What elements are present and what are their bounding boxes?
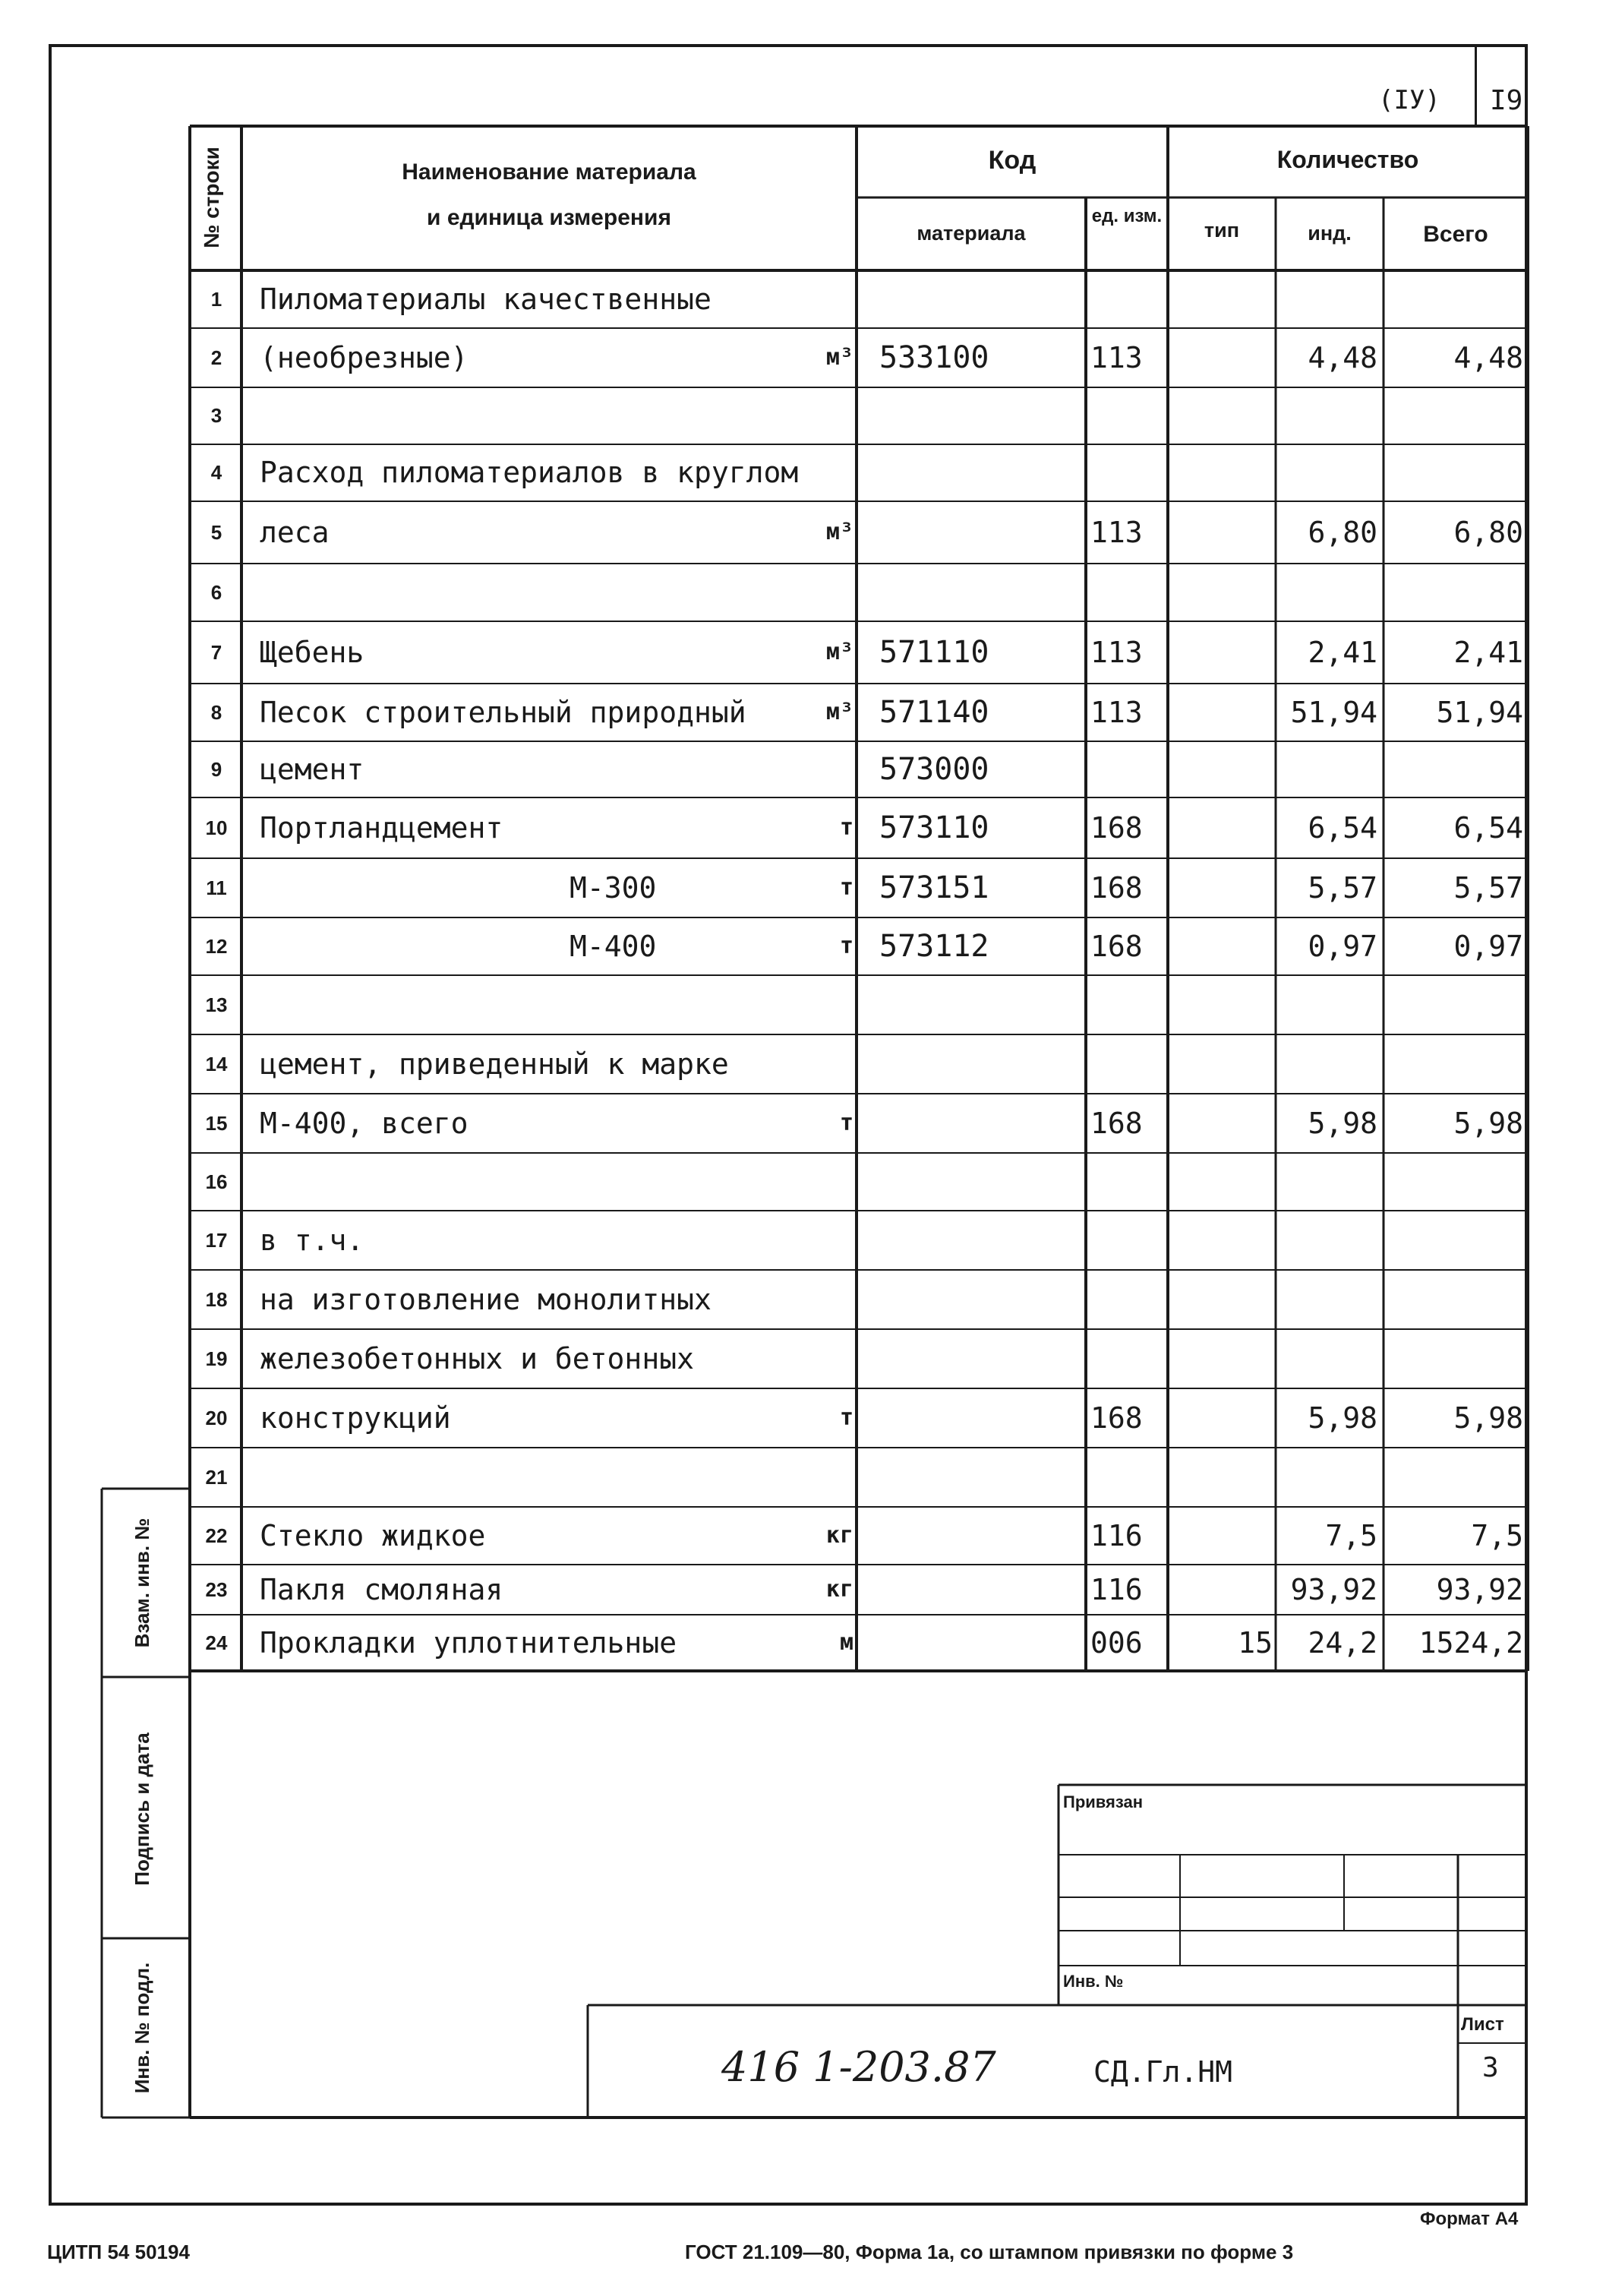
row-19-ind [1279, 1331, 1377, 1387]
header-qty-typ: тип [1204, 219, 1240, 242]
row-21-total [1387, 1449, 1523, 1505]
stamp-list-value: 3 [1482, 2052, 1499, 2083]
row-12-total: 0,97 [1453, 930, 1523, 963]
row-24-ind: 24,2 [1308, 1626, 1377, 1660]
row-9-unit [805, 743, 853, 796]
row-8-ind: 51,94 [1290, 696, 1377, 729]
row-23-total: 93,92 [1436, 1573, 1523, 1606]
header-code-unit: ед. изм. [1091, 206, 1163, 226]
row-22-unit: кг [825, 1522, 853, 1549]
row-17-total [1387, 1212, 1523, 1268]
row-22-ed: 116 [1090, 1519, 1143, 1552]
row-3-n: 3 [210, 404, 222, 427]
row-10-total: 6,54 [1453, 811, 1523, 845]
row-5-total: 6,80 [1453, 516, 1523, 549]
header-code-group: Код [988, 146, 1036, 175]
row-4-ind [1279, 446, 1377, 500]
row-20-total: 5,98 [1453, 1401, 1523, 1435]
row-19-n: 19 [205, 1347, 228, 1370]
row-13-name [260, 977, 806, 1033]
row-8-typ [1171, 685, 1273, 740]
row-12-typ [1171, 919, 1273, 974]
row-24-ed: 006 [1090, 1626, 1143, 1660]
row-8-n: 8 [210, 701, 222, 724]
row-19-total [1387, 1331, 1523, 1387]
row-11-n: 11 [206, 876, 227, 899]
row-1-code [879, 272, 1077, 327]
row-23-ind: 93,92 [1290, 1573, 1377, 1606]
side-label-sign: Подпись и дата [131, 1732, 153, 1886]
row-21-unit [805, 1449, 853, 1505]
row-8-code: 571140 [879, 695, 989, 730]
row-1-ed [1090, 272, 1166, 327]
row-2-name: (необрезные) [260, 341, 469, 374]
row-3-typ [1171, 389, 1273, 443]
row-24-code [879, 1616, 1077, 1669]
footer-left: ЦИТП 54 50194 [47, 2241, 190, 2263]
row-9-name: цемент [260, 753, 364, 786]
row-18-n: 18 [205, 1288, 228, 1311]
row-14-ind [1279, 1036, 1377, 1092]
row-17-code [879, 1212, 1077, 1268]
row-18-unit [805, 1271, 853, 1328]
row-11-ed: 168 [1090, 871, 1143, 905]
row-3-ind [1279, 389, 1377, 443]
row-17-typ [1171, 1212, 1273, 1268]
header-code-material: материала [917, 222, 1026, 245]
row-3-code [879, 389, 1077, 443]
row-11-code: 573151 [879, 870, 989, 905]
row-18-total [1387, 1271, 1523, 1328]
row-1-typ [1171, 272, 1273, 327]
row-4-unit [805, 446, 853, 500]
stamp-list-label: Лист [1461, 2014, 1504, 2035]
row-18-ed [1090, 1271, 1166, 1328]
row-24-name: Прокладки уплотнительные [260, 1626, 677, 1660]
row-5-typ [1171, 503, 1273, 562]
row-12-unit: т [839, 933, 853, 959]
header-name-line2: и единица измерения [427, 205, 671, 230]
row-12-name: М-400 [570, 930, 657, 963]
row-4-total [1387, 446, 1523, 500]
row-10-n: 10 [205, 816, 228, 839]
row-13-ed [1090, 977, 1166, 1033]
row-23-ed: 116 [1090, 1573, 1143, 1606]
row-17-unit [805, 1212, 853, 1268]
stamp-privyazan: Привязан [1063, 1792, 1144, 1811]
row-6-n: 6 [210, 581, 222, 604]
row-10-code: 573110 [879, 810, 989, 845]
row-23-typ [1171, 1566, 1273, 1613]
row-6-unit [805, 565, 853, 620]
row-1-ind [1279, 272, 1377, 327]
row-9-typ [1171, 743, 1273, 796]
row-22-code [879, 1508, 1077, 1563]
row-15-total: 5,98 [1453, 1107, 1523, 1140]
row-9-ind [1279, 743, 1377, 796]
row-20-unit: т [839, 1404, 853, 1431]
row-16-typ [1171, 1154, 1273, 1209]
row-15-ed: 168 [1090, 1107, 1143, 1140]
row-20-ind: 5,98 [1308, 1401, 1377, 1435]
row-16-code [879, 1154, 1077, 1209]
row-12-ed: 168 [1090, 930, 1143, 963]
stamp-inv-no: Инв. № [1063, 1972, 1124, 1991]
row-8-ed: 113 [1090, 696, 1143, 729]
row-9-code: 573000 [879, 752, 989, 787]
row-10-unit: т [839, 814, 853, 841]
row-19-code [879, 1331, 1077, 1387]
row-2-code: 533100 [879, 340, 989, 375]
row-20-name: конструкций [260, 1401, 451, 1435]
row-22-total: 7,5 [1471, 1519, 1523, 1552]
row-6-ind [1279, 565, 1377, 620]
row-9-total [1387, 743, 1523, 796]
row-9-n: 9 [210, 758, 222, 781]
row-21-ind [1279, 1449, 1377, 1505]
row-2-n: 2 [210, 346, 222, 369]
row-3-unit [805, 389, 853, 443]
row-5-n: 5 [210, 521, 222, 544]
row-20-n: 20 [205, 1407, 228, 1429]
row-19-name: железобетонных и бетонных [260, 1342, 694, 1375]
row-21-ed [1090, 1449, 1166, 1505]
row-5-ed: 113 [1090, 516, 1143, 549]
header-qty-group: Количество [1276, 146, 1419, 173]
row-16-unit [805, 1154, 853, 1209]
stamp-doc-code: СД.Гл.НМ [1093, 2055, 1233, 2089]
row-3-ed [1090, 389, 1166, 443]
row-7-ed: 113 [1090, 636, 1143, 669]
row-4-n: 4 [210, 461, 222, 484]
stamp-doc-number: 416 1-203.87 [721, 2043, 996, 2091]
row-14-n: 14 [205, 1053, 228, 1075]
row-15-typ [1171, 1095, 1273, 1151]
row-19-ed [1090, 1331, 1166, 1387]
row-8-unit: м³ [825, 699, 853, 725]
header-row-number: № строки [200, 147, 223, 248]
row-1-n: 1 [210, 288, 222, 311]
row-16-n: 16 [205, 1170, 228, 1193]
row-6-ed [1090, 565, 1166, 620]
row-13-unit [805, 977, 853, 1033]
row-22-ind: 7,5 [1325, 1519, 1377, 1552]
row-14-name: цемент, приведенный к марке [260, 1047, 729, 1081]
row-4-name: Расход пиломатериалов в круглом [260, 456, 799, 489]
row-2-typ [1171, 330, 1273, 386]
row-7-ind: 2,41 [1308, 636, 1377, 669]
row-2-ind: 4,48 [1308, 341, 1377, 374]
row-13-code [879, 977, 1077, 1033]
page-number: I9 [1490, 85, 1523, 116]
row-10-name: Портландцемент [260, 811, 503, 845]
row-10-typ [1171, 799, 1273, 857]
row-17-name: в т.ч. [260, 1224, 364, 1257]
row-13-typ [1171, 977, 1273, 1033]
row-24-total: 1524,2 [1418, 1626, 1523, 1660]
row-18-name: на изготовление монолитных [260, 1283, 711, 1316]
row-7-typ [1171, 623, 1273, 682]
row-10-ed: 168 [1090, 811, 1143, 845]
row-20-typ [1171, 1390, 1273, 1446]
row-24-unit: м [839, 1629, 853, 1656]
row-10-ind: 6,54 [1308, 811, 1377, 845]
row-5-unit: м³ [825, 519, 853, 545]
row-21-typ [1171, 1449, 1273, 1505]
row-4-code [879, 446, 1077, 500]
row-8-total: 51,94 [1436, 696, 1523, 729]
row-18-code [879, 1271, 1077, 1328]
row-3-total [1387, 389, 1523, 443]
row-24-typ: 15 [1238, 1626, 1273, 1660]
row-14-total [1387, 1036, 1523, 1092]
footer-format: Формат А4 [1420, 2209, 1519, 2229]
row-6-name [260, 565, 806, 620]
row-9-ed [1090, 743, 1166, 796]
row-7-n: 7 [210, 641, 222, 664]
row-16-name [260, 1154, 806, 1209]
row-12-ind: 0,97 [1308, 930, 1377, 963]
row-5-code [879, 503, 1077, 562]
page-marker: (IУ) [1378, 85, 1440, 115]
row-8-name: Песок строительный природный [260, 696, 746, 729]
row-16-ed [1090, 1154, 1166, 1209]
header-qty-ind: инд. [1308, 222, 1352, 245]
footer-gost: ГОСТ 21.109—80, Форма 1а, со штампом привязки по форме 3 [685, 2241, 1294, 2263]
row-24-n: 24 [205, 1631, 228, 1654]
side-label-vzam: Взам. инв. № [131, 1518, 153, 1648]
row-14-typ [1171, 1036, 1273, 1092]
row-22-n: 22 [205, 1524, 228, 1547]
row-15-ind: 5,98 [1308, 1107, 1377, 1140]
row-7-code: 571110 [879, 635, 989, 670]
row-15-unit: т [839, 1110, 853, 1136]
row-3-name [260, 389, 806, 443]
row-5-name: леса [260, 516, 330, 549]
row-23-name: Пакля смоляная [260, 1573, 503, 1606]
row-7-unit: м³ [825, 639, 853, 665]
row-17-ed [1090, 1212, 1166, 1268]
header-qty-total: Всего [1423, 222, 1488, 247]
row-18-ind [1279, 1271, 1377, 1328]
row-11-total: 5,57 [1453, 871, 1523, 905]
row-13-total [1387, 977, 1523, 1033]
row-21-code [879, 1449, 1077, 1505]
row-14-unit [805, 1036, 853, 1092]
row-12-n: 12 [205, 935, 228, 958]
side-label-inv: Инв. № подл. [131, 1962, 153, 2094]
row-13-n: 13 [205, 993, 228, 1016]
row-23-unit: кг [825, 1576, 853, 1603]
header-name-line1: Наименование материала [402, 159, 696, 185]
row-14-code [879, 1036, 1077, 1092]
row-11-typ [1171, 860, 1273, 916]
row-1-name: Пиломатериалы качественные [260, 283, 711, 316]
row-11-unit: т [839, 874, 853, 901]
row-18-typ [1171, 1271, 1273, 1328]
row-16-total [1387, 1154, 1523, 1209]
row-17-n: 17 [205, 1229, 228, 1252]
row-6-total [1387, 565, 1523, 620]
row-2-total: 4,48 [1453, 341, 1523, 374]
row-15-code [879, 1095, 1077, 1151]
row-2-unit: м³ [825, 344, 853, 371]
row-17-ind [1279, 1212, 1377, 1268]
row-15-n: 15 [205, 1112, 228, 1135]
row-14-ed [1090, 1036, 1166, 1092]
row-21-name [260, 1449, 806, 1505]
row-21-n: 21 [205, 1466, 228, 1489]
row-15-name: М-400, всего [260, 1107, 469, 1140]
row-7-name: Щебень [260, 636, 364, 669]
row-19-unit [805, 1331, 853, 1387]
row-6-code [879, 565, 1077, 620]
row-20-code [879, 1390, 1077, 1446]
row-13-ind [1279, 977, 1377, 1033]
row-5-ind: 6,80 [1308, 516, 1377, 549]
row-2-ed: 113 [1090, 341, 1143, 374]
row-4-ed [1090, 446, 1166, 500]
row-22-name: Стекло жидкое [260, 1519, 486, 1552]
row-22-typ [1171, 1508, 1273, 1563]
row-23-code [879, 1566, 1077, 1613]
row-6-typ [1171, 565, 1273, 620]
row-1-total [1387, 272, 1523, 327]
row-16-ind [1279, 1154, 1377, 1209]
row-12-code: 573112 [879, 929, 989, 964]
row-4-typ [1171, 446, 1273, 500]
row-19-typ [1171, 1331, 1273, 1387]
row-7-total: 2,41 [1453, 636, 1523, 669]
row-23-n: 23 [205, 1578, 228, 1601]
row-1-unit [805, 272, 853, 327]
row-11-name: М-300 [570, 871, 657, 905]
row-11-ind: 5,57 [1308, 871, 1377, 905]
row-20-ed: 168 [1090, 1401, 1143, 1435]
